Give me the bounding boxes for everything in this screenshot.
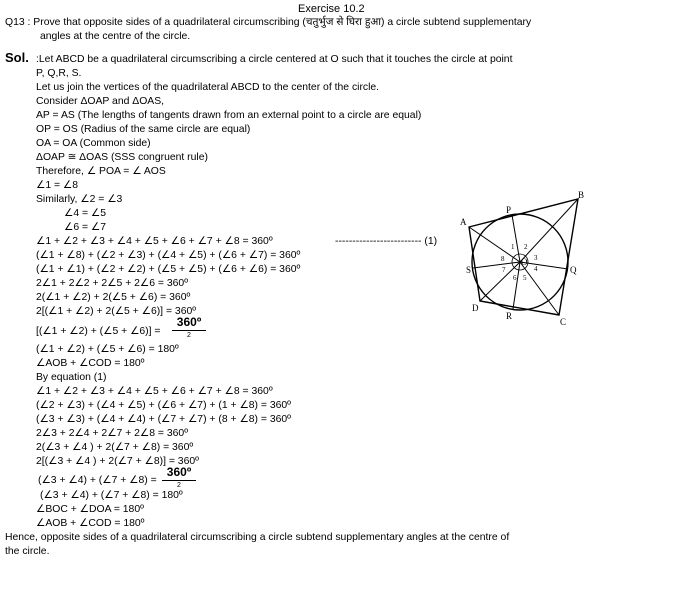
sol-line-7: OA = OA (Common side) xyxy=(36,138,151,149)
center-label-o: O xyxy=(521,257,528,267)
segment-oc xyxy=(520,262,559,315)
sol-line-19: 2[(∠1 + ∠2) + 2(∠5 + ∠6)] = 360º xyxy=(36,306,197,317)
question-line-2: angles at the centre of the circle. xyxy=(40,31,191,42)
sol-line-15: (∠1 + ∠8) + (∠2 + ∠3) + (∠4 + ∠5) + (∠6 + ∠7) = 360º xyxy=(36,250,301,261)
fraction-1-denominator: 2 xyxy=(187,332,191,339)
solution-label: Sol. xyxy=(5,50,29,65)
sol-line-13: ∠6 = ∠7 xyxy=(64,222,107,233)
sol-line-14: ∠1 + ∠2 + ∠3 + ∠4 + ∠5 + ∠6 + ∠7 + ∠8 = 360º xyxy=(36,236,273,247)
angle-label-6: 6 xyxy=(513,274,517,282)
sol-line-27: 2∠3 + 2∠4 + 2∠7 + 2∠8 = 360º xyxy=(36,428,188,439)
angle-label-3: 3 xyxy=(534,254,538,262)
question-line-1: Q13 : Prove that opposite sides of a quadrilateral circumscribing (चतुर्भुज से घिरा हुआ) a circle subtend supplementary xyxy=(5,17,532,28)
angle-label-2: 2 xyxy=(524,243,528,251)
sol-line-18: 2(∠1 + ∠2) + 2(∠5 + ∠6) = 360º xyxy=(36,292,191,303)
circumscribed-quadrilateral-figure xyxy=(450,185,600,330)
tangent-label-r: R xyxy=(506,311,513,321)
tangent-label-s: S xyxy=(466,265,472,275)
fraction-1-bar xyxy=(172,330,206,331)
vertex-label-c: C xyxy=(560,317,567,327)
sol-line-17: 2∠1 + 2∠2 + 2∠5 + 2∠6 = 360º xyxy=(36,278,188,289)
conclusion-line-2: the circle. xyxy=(5,546,50,557)
sol-line-9: Therefore, ∠ POA = ∠ AOS xyxy=(36,166,166,177)
exercise-title: Exercise 10.2 xyxy=(298,3,365,15)
sol-line-23: By equation (1) xyxy=(36,372,107,383)
sol-line-6: OP = OS (Radius of the same circle are equal) xyxy=(36,124,251,135)
sol-line-24: ∠1 + ∠2 + ∠3 + ∠4 + ∠5 + ∠6 + ∠7 + ∠8 = 360º xyxy=(36,386,273,397)
tangent-label-p: P xyxy=(506,205,512,215)
vertex-label-b: B xyxy=(578,190,585,200)
fraction-2-denominator: 2 xyxy=(177,482,181,489)
angle-label-7: 7 xyxy=(502,266,506,274)
tangent-label-q: Q xyxy=(570,265,577,275)
sol-line-31: (∠3 + ∠4) + (∠7 + ∠8) = 180º xyxy=(40,490,183,501)
sol-line-26: (∠3 + ∠3) + (∠4 + ∠4) + (∠7 + ∠7) + (8 + ∠8) = 360º xyxy=(36,414,291,425)
sol-line-22: ∠AOB + ∠COD = 180º xyxy=(36,358,145,369)
sol-line-25: (∠2 + ∠3) + (∠4 + ∠5) + (∠6 + ∠7) + (1 + ∠8) = 360º xyxy=(36,400,291,411)
sol-line-11: Similarly, ∠2 = ∠3 xyxy=(36,194,123,205)
sol-line-29: 2[(∠3 + ∠4 ) + 2(∠7 + ∠8)] = 360º xyxy=(36,456,199,467)
sol-line-16: (∠1 + ∠1) + (∠2 + ∠2) + (∠5 + ∠5) + (∠6 + ∠6) = 360º xyxy=(36,264,301,275)
fraction-2 xyxy=(162,466,196,490)
angle-label-5: 5 xyxy=(523,274,527,282)
sol-line-2: P, Q,R, S. xyxy=(36,68,82,79)
sol-line-4: Consider ΔOAP and ΔOAS, xyxy=(36,96,165,107)
sol-line-33: ∠AOB + ∠COD = 180º xyxy=(36,518,145,529)
vertex-label-a: A xyxy=(460,217,467,227)
sol-line-3: Let us join the vertices of the quadrilateral ABCD to the center of the circle. xyxy=(36,82,380,93)
sol-line-21: (∠1 + ∠2) + (∠5 + ∠6) = 180º xyxy=(36,344,179,355)
vertex-label-d: D xyxy=(472,303,479,313)
sol-line-10: ∠1 = ∠8 xyxy=(36,180,79,191)
conclusion-line-1: Hence, opposite sides of a quadrilateral circumscribing a circle subtend supplementary angles at the centre of xyxy=(5,532,510,543)
sol-line-30: (∠3 + ∠4) + (∠7 + ∠8) = xyxy=(38,475,157,486)
sol-line-5: AP = AS (The lengths of tangents drawn from an external point to a circle are equal) xyxy=(36,110,422,121)
sol-line-1: :Let ABCD be a quadrilateral circumscribing a circle centered at O such that it touches the circle at point xyxy=(36,54,513,65)
fraction-2-numerator: 360º xyxy=(166,465,192,479)
fraction-1 xyxy=(172,316,206,340)
equation-marker: ------------------------- (1) xyxy=(335,236,438,247)
fraction-1-numerator: 360º xyxy=(176,315,202,329)
angle-label-8: 8 xyxy=(501,255,505,263)
angle-label-1: 1 xyxy=(511,243,515,251)
angle-label-4: 4 xyxy=(534,265,538,273)
sol-line-28: 2(∠3 + ∠4 ) + 2(∠7 + ∠8) = 360º xyxy=(36,442,194,453)
sol-line-8: ΔOAP ≅ ΔOAS (SSS congruent rule) xyxy=(36,152,208,163)
sol-line-12: ∠4 = ∠5 xyxy=(64,208,107,219)
sol-line-20: [(∠1 + ∠2) + (∠5 + ∠6)] = xyxy=(36,326,161,337)
fraction-2-bar xyxy=(162,480,196,481)
sol-line-32: ∠BOC + ∠DOA = 180º xyxy=(36,504,144,515)
